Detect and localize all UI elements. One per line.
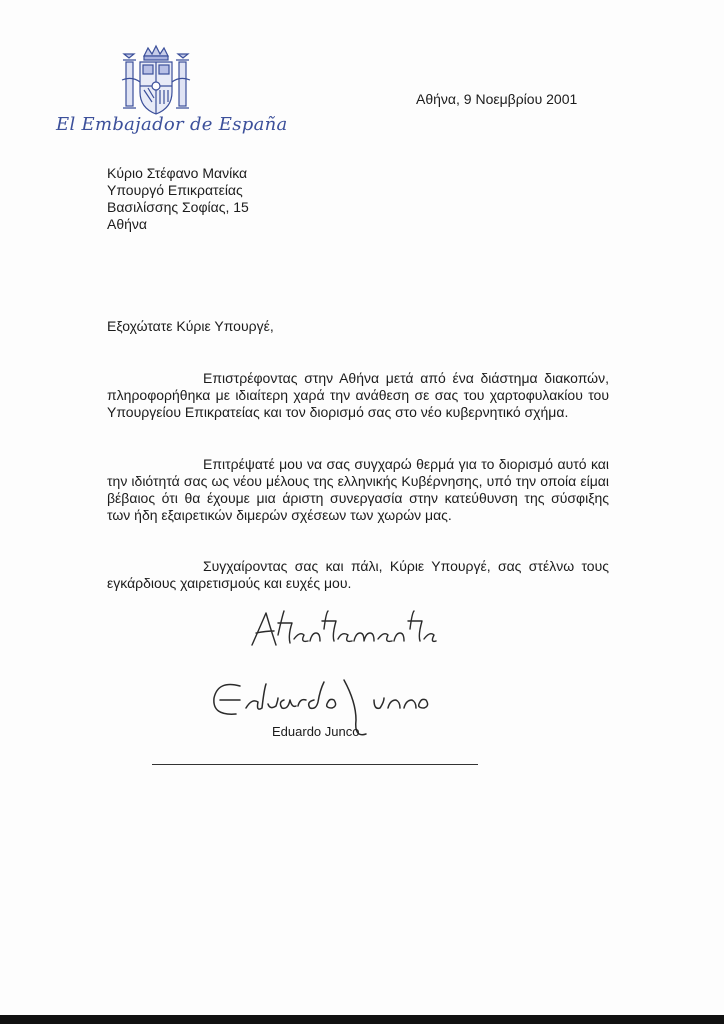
letter-date: Αθήνα, 9 Νοεμβρίου 2001 [416, 91, 578, 107]
royal-coat-of-arms-icon [120, 42, 192, 118]
handwritten-closing [248, 605, 438, 655]
salutation: Εξοχώτατε Κύριε Υπουργέ, [107, 318, 274, 334]
letterhead-title: El Embajador de España [56, 114, 288, 135]
recipient-street: Βασιλίσσης Σοφίας, 15 [107, 199, 249, 215]
recipient-city: Αθήνα [107, 216, 148, 232]
recipient-name: Κύριο Στέφανο Μανίκα [107, 165, 248, 181]
body-paragraph-3: Συγχαίροντας σας και πάλι, Κύριε Υπουργέ, σας στέλνω τους εγκάρδιους χαιρετισμούς και ευχές μου. [107, 558, 609, 591]
body-paragraph-1: Επιστρέφοντας στην Αθήνα μετά από ένα διάστημα διακοπών, πληροφορήθηκα με ιδιαίτερη χαρά την ανάθεση σε σας του χαρτοφυλακίου του Υπουργείου Επικρατείας και τον διορισμό σας στο νέο κυβερνητικό σχήμα. [107, 370, 609, 420]
scan-bottom-edge [0, 1015, 724, 1024]
signature-rule [152, 764, 478, 765]
recipient-position: Υπουργό Επικρατείας [107, 182, 243, 198]
recipient-address [107, 165, 249, 233]
signer-name: Eduardo Junco [272, 724, 360, 739]
body-paragraph-2: Επιτρέψατέ μου να σας συγχαρώ θερμά για το διορισμό αυτό και την ιδιότητά σας ως νέου μέλους της ελληνικής Κυβέρνησης, υπό την οποία είμαι βέβαιος ότι θα έχουμε μια άριστη συνεργασία στην κατεύθυνση της σύσφιξης των ήδη εξαιρετικών διμερών σχέσεων των χωρών μας. [107, 456, 609, 523]
